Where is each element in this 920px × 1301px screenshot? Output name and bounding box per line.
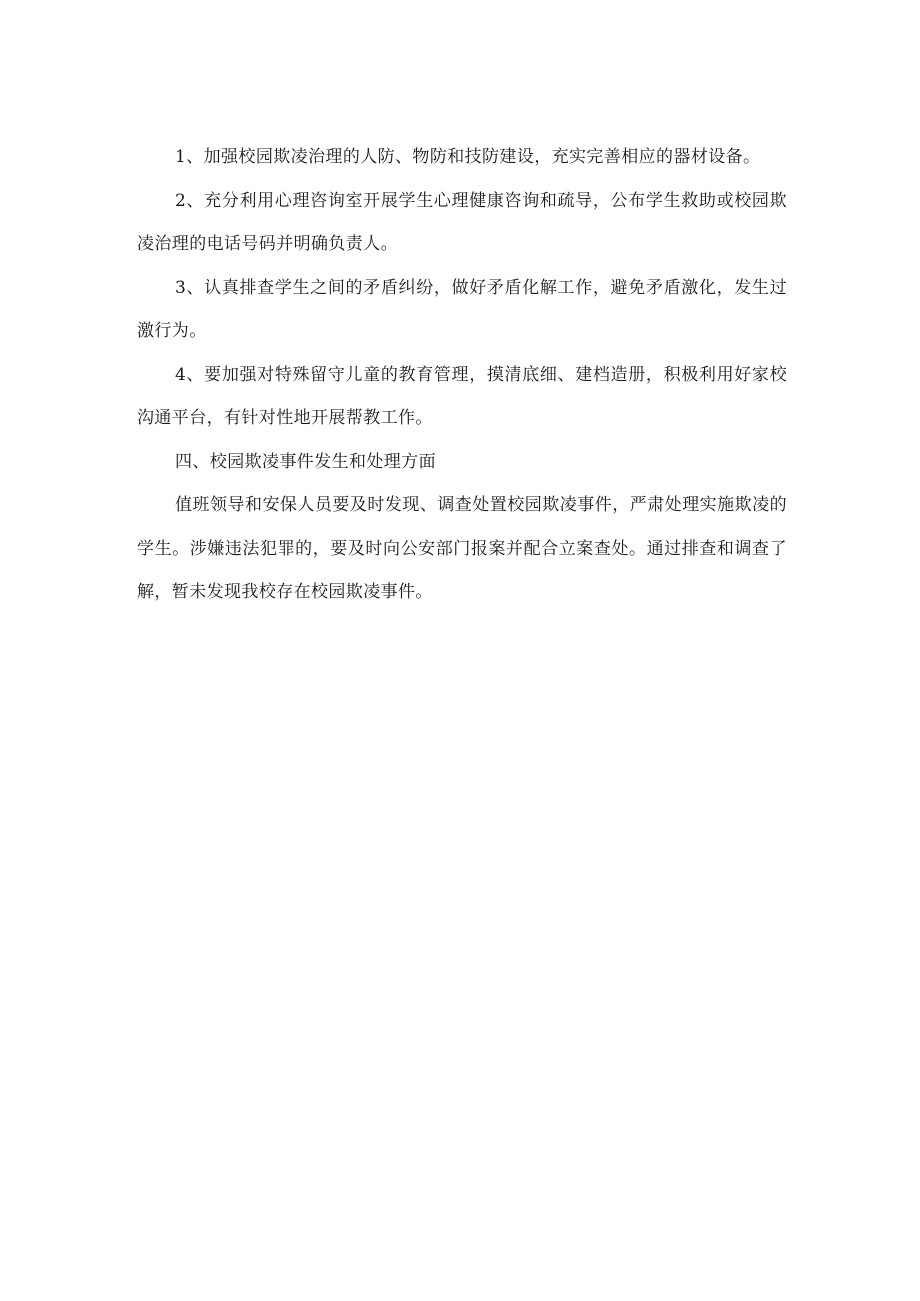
paragraph-measure-2: 2、充分利用心理咨询室开展学生心理健康咨询和疏导，公布学生救助或校园欺凌治理的电话号码并明确负责人。 — [137, 190, 787, 254]
document-body — [137, 136, 787, 615]
paragraph-measure-4: 4、要加强对特殊留守儿童的教育管理，摸清底细、建档造册，积极利用好家校沟通平台，有针对性地开展帮教工作。 — [137, 364, 787, 428]
paragraph-section-four-body: 值班领导和安保人员要及时发现、调查处置校园欺凌事件，严肃处理实施欺凌的学生。涉嫌违法犯罪的，要及时向公安部门报案并配合立案查处。通过排查和调查了解，暂未发现我校存在校园欺凌事件。 — [137, 495, 787, 602]
paragraph-measure-3: 3、认真排查学生之间的矛盾纠纷，做好矛盾化解工作，避免矛盾激化，发生过激行为。 — [137, 277, 787, 341]
paragraph-measure-1: 1、加强校园欺凌治理的人防、物防和技防建设，充实完善相应的器材设备。 — [175, 147, 761, 167]
section-heading-four: 四、校园欺凌事件发生和处理方面 — [175, 451, 436, 472]
